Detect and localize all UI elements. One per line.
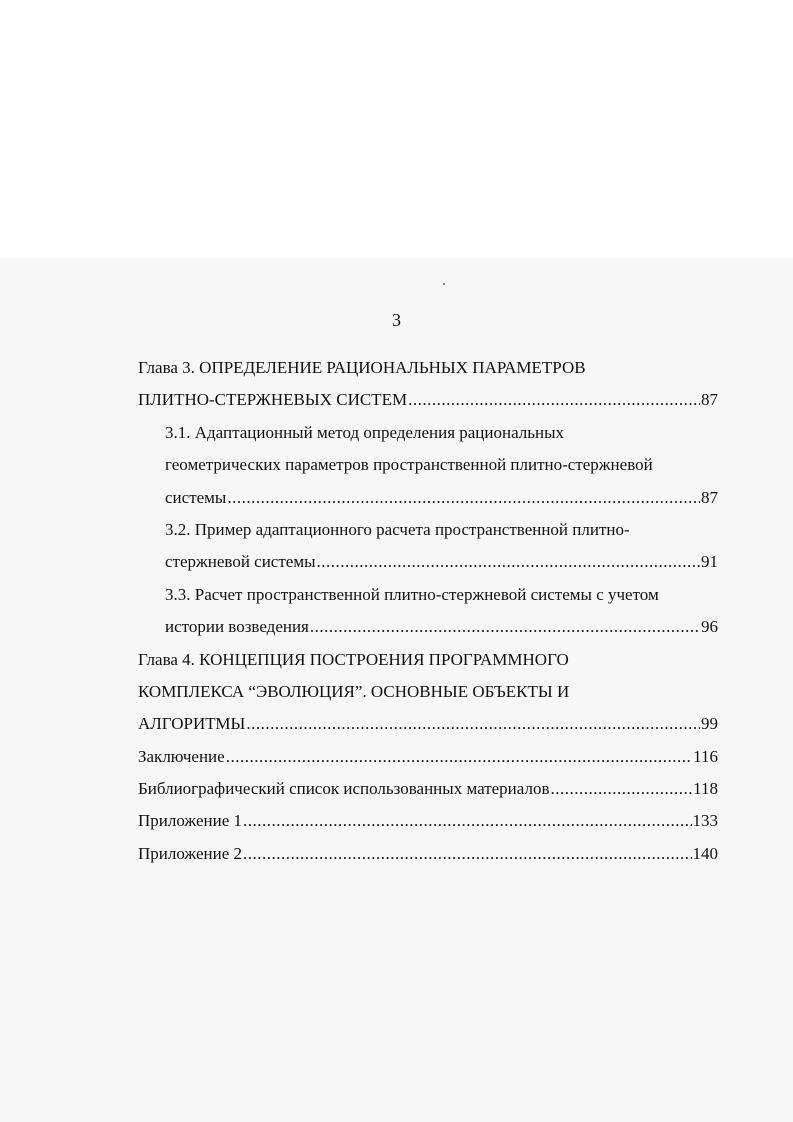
toc-section-3-2-title: 3.2. Пример адаптационного расчета пространственной плитно-: [165, 519, 630, 539]
dot-leader: [226, 741, 692, 773]
toc-entry-section-3-3[interactable]: [138, 611, 718, 643]
toc-chapter-4-title-cont: КОМПЛЕКСА “ЭВОЛЮЦИЯ”. ОСНОВНЫЕ ОБЪЕКТЫ И: [138, 681, 570, 701]
page-number: 3: [392, 310, 401, 330]
dot-leader: [243, 805, 692, 837]
toc-entry-section-3-2[interactable]: [138, 546, 718, 578]
toc-section-3-2-title-cont: стержневой системы: [165, 552, 316, 572]
toc-entry-appendix-2[interactable]: [138, 838, 718, 870]
toc-bibliography-label: Библиографический список использованных материалов: [138, 779, 550, 799]
toc-page-number: 116: [693, 746, 718, 766]
toc-section-3-3-title-cont: истории возведения: [165, 617, 309, 637]
toc-page-number: 87: [701, 487, 718, 507]
toc-appendix-2-label: Приложение 2: [138, 843, 242, 863]
toc-page-number: 99: [701, 714, 718, 734]
toc-page-number: 91: [701, 552, 718, 572]
scan-speck: [443, 283, 445, 285]
toc-section-3-1-title: 3.1. Адаптационный метод определения рациональных: [165, 422, 565, 442]
dot-leader: [243, 838, 692, 870]
toc-entry-conclusion[interactable]: [138, 741, 718, 773]
dot-leader: [310, 611, 700, 643]
toc-entry-bibliography[interactable]: [138, 773, 718, 805]
table-of-contents: [138, 352, 718, 870]
dot-leader: [317, 546, 700, 578]
dot-leader: [408, 384, 700, 416]
toc-section-3-3-title: 3.3. Расчет пространственной плитно-стержневой системы с учетом: [165, 584, 659, 604]
toc-chapter-4-title: Глава 4. КОНЦЕПЦИЯ ПОСТРОЕНИЯ ПРОГРАММНОГО: [138, 649, 569, 669]
toc-chapter-3-title-cont: ПЛИТНО-СТЕРЖНЕВЫХ СИСТЕМ: [138, 390, 408, 410]
toc-entry-chapter-4[interactable]: [138, 708, 718, 740]
toc-page-number: 118: [693, 779, 718, 799]
toc-entry-section-3-1[interactable]: [138, 482, 718, 514]
toc-section-3-1-title-end: системы: [165, 487, 227, 507]
toc-conclusion-label: Заключение: [138, 746, 225, 766]
toc-page-number: 140: [692, 843, 718, 863]
toc-entry-appendix-1[interactable]: [138, 805, 718, 837]
toc-page-number: 96: [701, 617, 718, 637]
toc-appendix-1-label: Приложение 1: [138, 811, 242, 831]
toc-page-number: 133: [692, 811, 718, 831]
toc-entry-chapter-3[interactable]: [138, 384, 718, 416]
toc-chapter-3-title: Глава 3. ОПРЕДЕЛЕНИЕ РАЦИОНАЛЬНЫХ ПАРАМЕТРОВ: [138, 358, 586, 377]
dot-leader: [550, 773, 692, 805]
toc-section-3-1-title-cont: геометрических параметров пространственной плитно-стержневой: [165, 455, 653, 475]
dot-leader: [246, 708, 700, 740]
toc-chapter-4-title-end: АЛГОРИТМЫ: [138, 714, 246, 734]
dot-leader: [227, 482, 700, 514]
toc-page-number: 87: [701, 390, 718, 410]
